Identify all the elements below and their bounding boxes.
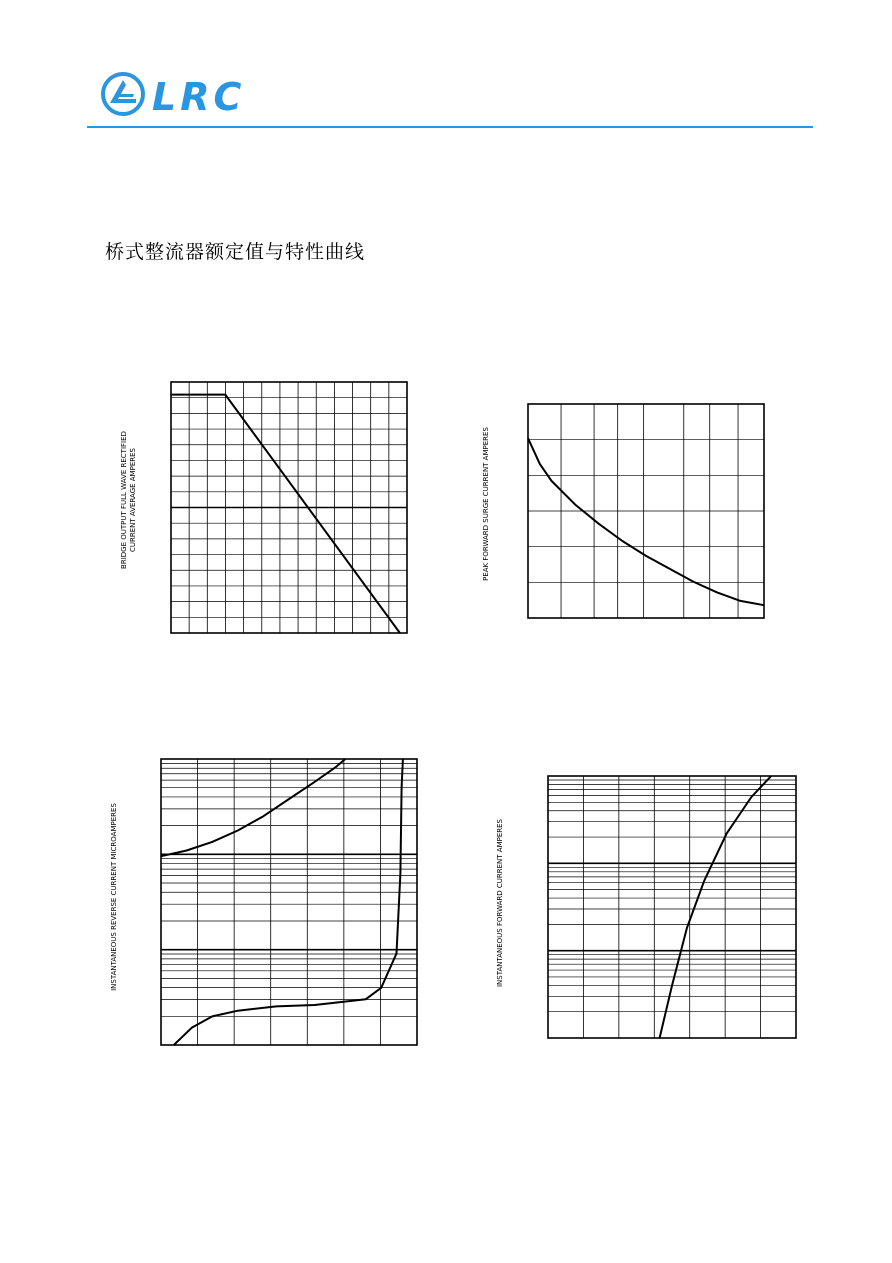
header-divider xyxy=(87,126,813,128)
forward-current-chart xyxy=(548,776,796,1038)
chart3-frame xyxy=(161,759,417,1045)
chart3-series-1 xyxy=(174,759,403,1045)
logo-text: LRC xyxy=(152,75,246,118)
page-title: 桥式整流器额定值与特性曲线 xyxy=(105,241,366,263)
surge-current-chart xyxy=(528,404,764,618)
chart1-ylabel: BRIDGE OUTPUT FULL WAVE RECTIFIED CURRENT AVERAGE AMPERES xyxy=(120,431,137,569)
chart3-ylabel: INSTANTANEOUS REVERSE CURRENT MICROAMPERES xyxy=(110,803,118,991)
chart2-series-0 xyxy=(528,438,764,605)
chart1-series-0 xyxy=(171,395,400,633)
lrc-logo xyxy=(100,70,250,118)
chart4-ylabel: INSTANTANEOUS FORWARD CURRENT AMPERES xyxy=(496,819,504,988)
chart4-series-0 xyxy=(660,776,772,1038)
chart4-frame xyxy=(548,776,796,1038)
chart2-ylabel: PEAK FORWARD SURGE CURRENT AMPERES xyxy=(482,427,490,581)
derating-chart xyxy=(171,382,407,633)
reverse-current-chart xyxy=(161,759,417,1045)
